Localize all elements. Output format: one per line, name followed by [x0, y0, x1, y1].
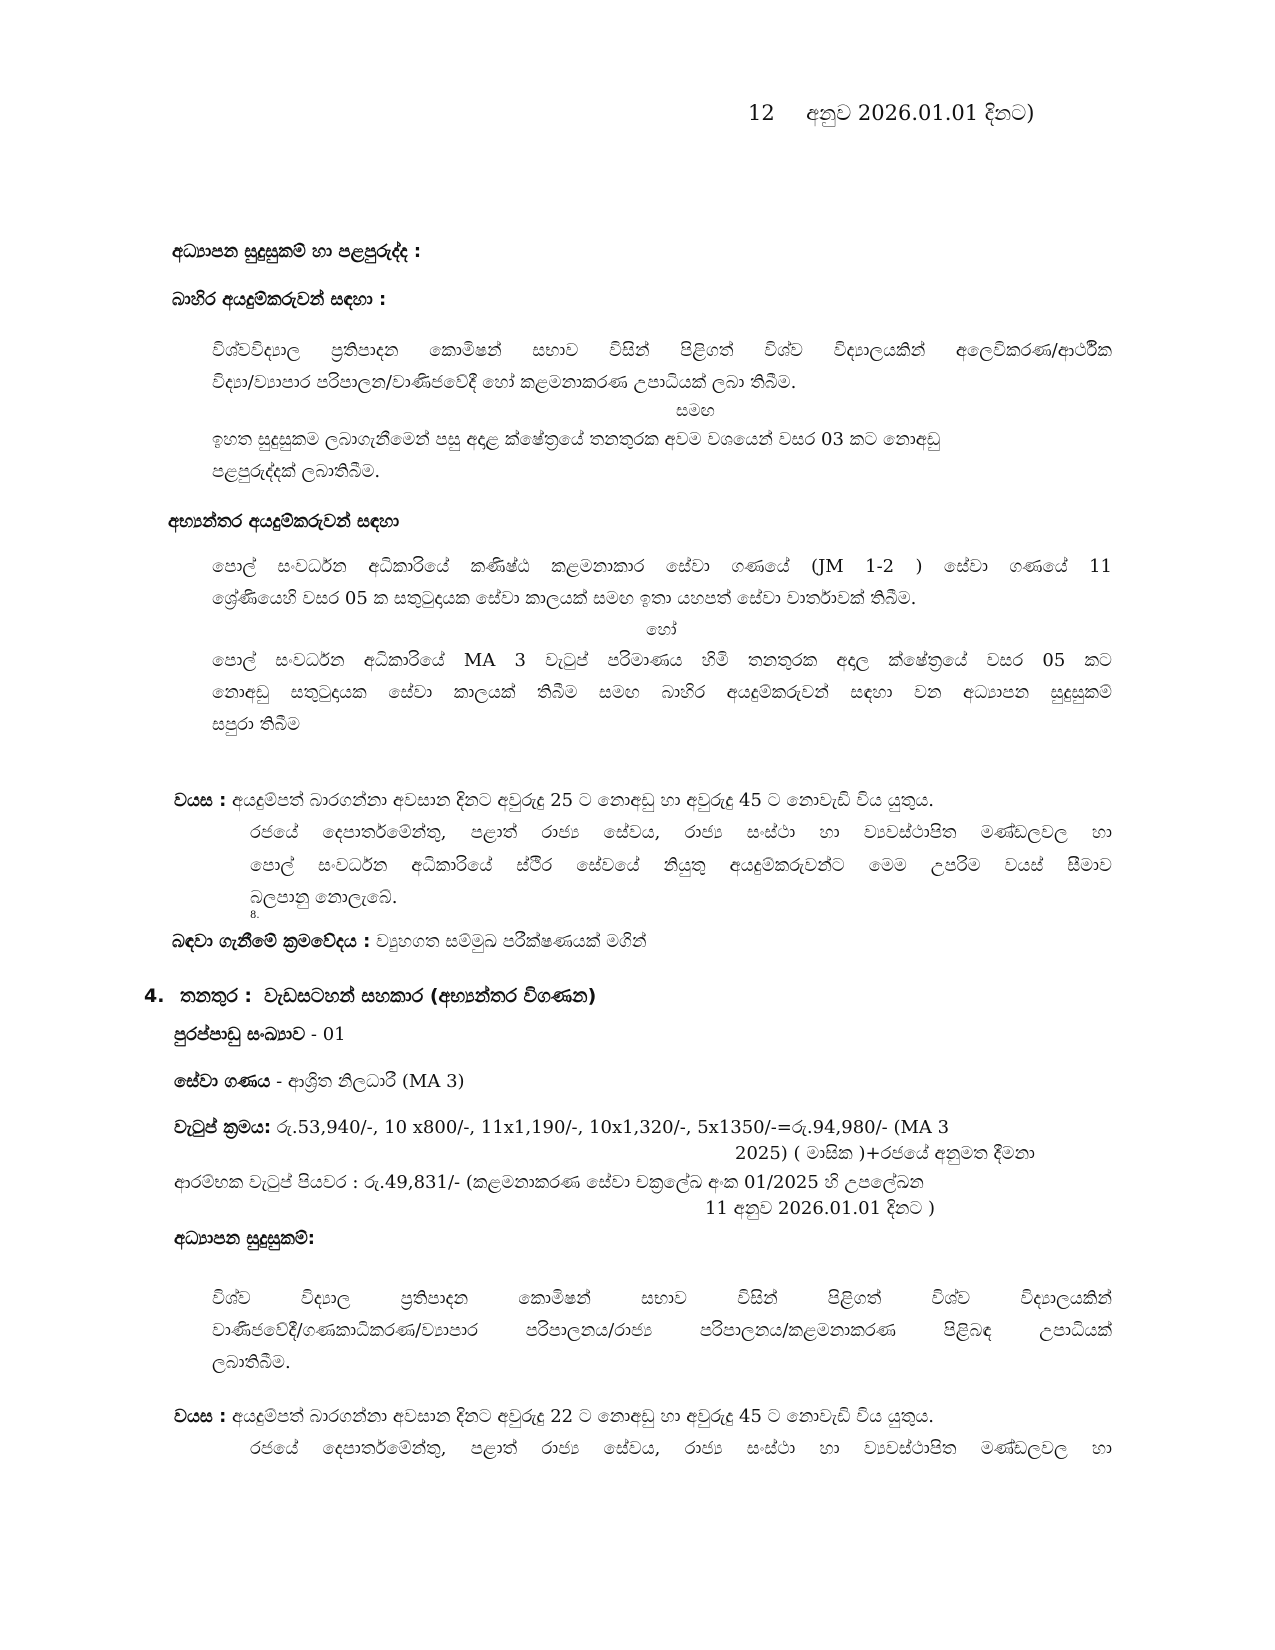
salary-scale-value-cont: 2025) ( මාසික )+රජයේ අනුමත දීමනා: [735, 1143, 1035, 1164]
vacancies-row: [174, 1024, 346, 1045]
section-number: 4.: [144, 985, 165, 1007]
recruitment-method-label: බඳවා ගැනීමේ ක්‍රමවේදය :: [172, 931, 371, 952]
internal-requirement-line2: ශ්‍රේණියෙහි වසර 05 ක සතුටුදායක සේවා කාලයක් සමඟ ඉතා යහපත් සේවා වාර්තාවක් තිබීම.: [212, 588, 917, 609]
date-reference-line: [748, 101, 1034, 126]
internal-requirement-line1: පොල් සංවර්ධන අධිකාරියේ කණිෂ්ඨ කළමනාකාර සේවා ගණයේ (JM 1-2 ) සේවා ගණයේ 11: [212, 556, 1112, 577]
date-reference-text: අනුව 2026.01.01 දිනට): [806, 101, 1035, 125]
service-category-value: - ආශ්‍රිත නිලධාරී (MA 3): [276, 1071, 465, 1092]
age-requirement-line4: බලපානු නොලැබේ.: [250, 887, 398, 908]
service-category-row: [174, 1071, 465, 1092]
or-label: හෝ: [646, 620, 677, 640]
footnote-mark: 8.: [250, 910, 260, 921]
recruitment-method-value: ව්‍යුහගත සම්මුඛ පරීක්ෂණයක් මගින්: [376, 931, 647, 952]
age-requirement-2-line2: රජයේ දෙපාර්තමේන්තු, පළාත් රාජ්‍ය සේවය, රාජ්‍ය සංස්ථා හා ව්‍යවස්ථාපිත මණ්ඩලවල හා: [250, 1438, 1112, 1459]
education-requirement-line1: විශ්ව විද්‍යාල ප්‍රතිපාදන කොමිෂන් සභාව විසින් පිළිගත් විශ්ව විද්‍යාලයකින්: [212, 1288, 1112, 1309]
external-requirement-line2: විද්‍යා/ව්‍යාපාර පරිපාලන/වාණිජවේදී හෝ කළමනාකරණ උපාධියක් ලබා තිබීම.: [212, 372, 797, 393]
post-value: වැඩසටහන් සහකාර (අභ්‍යන්තර විගණන): [264, 985, 597, 1007]
age-requirement-2-line1: අයදුම්පත් බාරගන්නා අවසාන දිනට අවුරුදු 22 ට නොඅඩු හා අවුරුදු 45 ට නොවැඩි විය යුතුය.: [232, 1406, 934, 1427]
age-requirement-line3: පොල් සංවර්ධන අධිකාරියේ ස්ථිර සේවයේ නියුතු අයදුම්කරුවන්ට මෙම උපරිම වයස් සීමාව: [250, 855, 1112, 876]
recruitment-method-row: [172, 931, 647, 952]
external-requirement-line1: විශ්වවිද්‍යාල ප්‍රතිපාදන කොමිෂන් සභාව විසින් පිළිගත් විශ්ව විද්‍යාලයකින් අලෙවිකරණ/ආර්ථික: [212, 340, 1112, 361]
external-requirement-line3: ඉහත සුදුසුකම ලබාගැනීමෙන් පසු අදාළ ක්ෂේත්‍රයේ තනතුරක අවම වශයෙන් වසර 03 කට නොඅඩු: [212, 429, 941, 450]
education-requirement-line2: වාණිජවේදී/ගණකාධිකරණ/ව්‍යාපාර පරිපාලනය/රාජ්‍ය පරිපාලනය/කළමනාකරණ පිළිබඳ උපාධියක්: [212, 1320, 1112, 1341]
education-experience-heading: අධ්‍යාපන සුදුසුකම් හා පළපුරුද්ද :: [172, 241, 422, 262]
internal-applicants-heading: අභ්‍යන්තර අයදුම්කරුවන් සඳහා: [168, 511, 400, 532]
initial-salary-value-cont: 11 අනුව 2026.01.01 දිනට ): [705, 1198, 936, 1219]
salary-scale-label: වැටුප් ක්‍රමය:: [174, 1117, 272, 1138]
internal-requirement-line3: පොල් සංවර්ධන අධිකාරියේ MA 3 වැටුප් පරිමාණය හිමි තනතුරක අදාල ක්ෂේත්‍රයේ වසර 05 කට: [212, 650, 1112, 671]
post-label: තනතුර :: [180, 985, 253, 1007]
service-category-label: සේවා ගණය: [174, 1071, 271, 1092]
section-4-post-row: [144, 985, 596, 1007]
age-requirement-row-2: [174, 1406, 934, 1427]
and-label: සමඟ: [676, 401, 715, 421]
initial-salary-value: රු.49,831/- (කළමනාකරණ සේවා චක්‍රලේඛ අංක 01/2025 හි උපලේඛන: [364, 1172, 924, 1193]
salary-scale-value: රු.53,940/-, 10 x800/-, 11x1,190/-, 10x1,320/-, 5x1350/-=රු.94,980/- (MA 3: [276, 1117, 950, 1138]
schedule-number: 12: [748, 101, 775, 125]
external-requirement-line4: පළපුරුද්දක් ලබාතිබීම.: [212, 461, 381, 482]
vacancies-label: පුරප්පාඩු සංඛ්‍යාව: [174, 1024, 306, 1045]
initial-salary-row: [174, 1172, 924, 1193]
internal-requirement-line4: නොඅඩු සතුටුදායක සේවා කාලයක් තිබීම සමඟ බාහිර අයදුම්කරුවන් සඳහා වන අධ්‍යාපන සුදුසුකම්: [212, 682, 1112, 703]
age-label: වයස :: [174, 790, 227, 811]
education-qualifications-heading: අධ්‍යාපන සුදුසුකම්:: [174, 1228, 315, 1249]
vacancies-value: - 01: [310, 1024, 346, 1045]
initial-salary-label: ආරම්භක වැටුප් පියවර :: [174, 1172, 359, 1193]
internal-requirement-line5: සපුරා තිබීම: [212, 714, 301, 735]
age-requirement-line1: අයදුම්පත් බාරගන්නා අවසාන දිනට අවුරුදු 25 ට නොඅඩු හා අවුරුදු 45 ට නොවැඩි විය යුතුය.: [232, 790, 934, 811]
age-requirement-row: [174, 790, 934, 811]
age-label-2: වයස :: [174, 1406, 227, 1427]
external-applicants-heading: බාහිර අයදුම්කරුවන් සඳහා :: [172, 289, 387, 310]
education-requirement-line3: ලබාතිබීම.: [212, 1352, 291, 1373]
salary-scale-row: [174, 1117, 949, 1138]
age-requirement-line2: රජයේ දෙපාර්තමේන්තු, පළාත් රාජ්‍ය සේවය, රාජ්‍ය සංස්ථා හා ව්‍යවස්ථාපිත මණ්ඩලවල හා: [250, 822, 1112, 843]
